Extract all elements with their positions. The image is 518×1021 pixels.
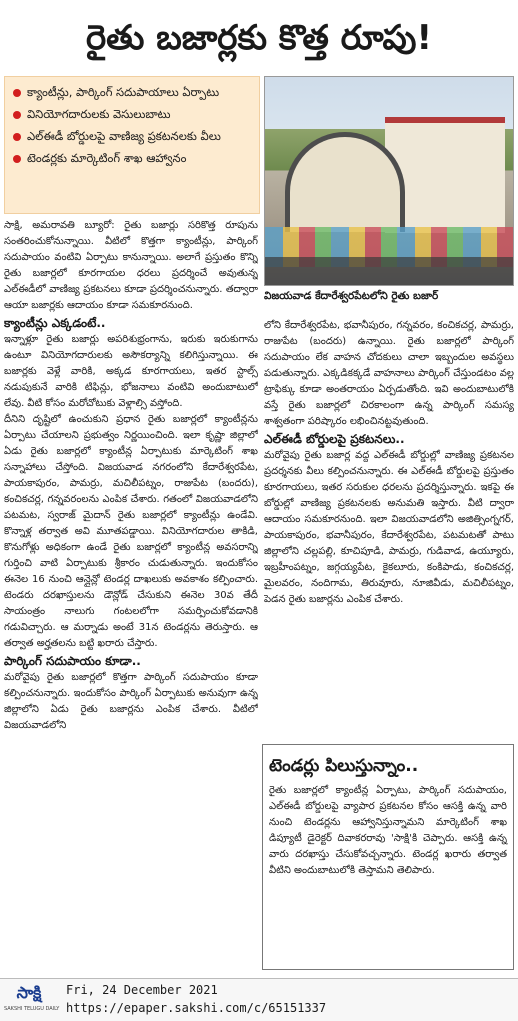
headline: రైతు బజార్లకు కొత్త రూపు! <box>86 18 432 58</box>
footer <box>0 978 518 1021</box>
article-paragraph: లోని కేదారేశ్వరపేట, భవానీపురం, గన్నవరం, కంచికచర్ల, పామర్రు, రాజుపేట (బందరు) ఉన్నాయి. రైతు బజార్లలో పార్కింగ్ సదుపాయం లేక వాహన చోదకులు చాలా ఇబ్బందుల అవస్థలు పడుతున్నారు. ఎక్కడికక్కడే వాహనాలు పార్కింగ్ చేస్తుండటం వల్ల ట్రాఫిక్కు కూడా అంతరాయం ఏర్పడుతోంది. ఇవి అందుబాటులోకి వస్తే రైతు బజార్లలో చిరకాలంగా ఉన్న పార్కింగ్ సమస్య శాశ్వతంగా పరిష్కారం లభించినట్టవుతుంది. <box>264 320 514 427</box>
highlight-item <box>13 149 255 167</box>
article-right-column <box>264 318 514 738</box>
highlights-box <box>4 76 260 214</box>
highlight-text: క్యాంటీన్లు, పార్కింగ్ సదుపాయాలు ఏర్పాటు <box>27 85 220 99</box>
article-paragraph: మరోవైపు రైతు బజార్లలో కొత్తగా పార్కింగ్ సదుపాయం కూడా కల్పించనున్నారు. ఇందుకోసం పార్కింగ్ ఏర్పాటుకు అనువుగా ఉన్న జిల్లాలోని ఏడు రైతు బజార్లను ఎంపిక చేశారు. వీటిలో విజయవాడలోని <box>4 672 258 731</box>
article-paragraph: దీనిని దృష్టిలో ఉంచుకుని ప్రధాన రైతు బజార్లలో క్యాంటీన్లను ఏర్పాటు చేయాలని ప్రభుత్వం నిర్ణయించింది. ఇలా కృష్ణా జిల్లాలో ఏడు రైతు బజార్లలో క్యాంటీన్ల ఏర్పాటుకు మార్కెటింగ్ శాఖ సన్నాహాలు చేస్తోంది. విజయవాడ నగరంలోని కేదారేశ్వరపేట, పాయకాపురం, పామర్రు, మచిలీపట్నం, రాజుపేట (బందరు), కంచికచర్ల, గన్నవరంలను ఎంపిక చేశారు. గతంలో విజయవాడలోని పటమట, స్వరాజ్ మైదాన్ రైతు బజార్లలో క్యాంటీన్లు ఉండేవి. కొన్నాళ్ల తర్వాత అవి మూతపడ్డాయి. వినియోగదారుల తాకిడి, కొనుగోళ్లు అధికంగా ఉండే రైతు బజార్లలో క్యాంటీన్ల అవసరాన్ని గుర్తించి వాటి ఏర్పాటుకు శ్రీకారం చుడుతున్నారు. ఇందుకోసం ఈనెల 16 నుంచి ఆన్లైన్లో టెండర్ల దాఖలుకు అవకాశం కల్పించారు. టెండరు దరఖాస్తులను డౌన్లోడ్ చేసుకుని ఈనెల 30వ తేదీ సాయంత్రం నాలుగు గంటలలోగా సమర్పించుకోవడానికి గడువిచ్చారు. ఆ మర్నాడు అంటే 31న టెండర్లను తెరుస్తారు. ఆ తర్వాత అర్హతలను బట్టి ఖరారు చేస్తారు. <box>4 414 258 649</box>
bullet-dot-icon <box>13 111 21 119</box>
article-paragraph: మరోవైపు రైతు బజార్ల వద్ద ఎల్ఈడీ బోర్డుల్లో వాణిజ్య ప్రకటనల ప్రదర్శనకు వీలు కల్పించనున్నారు. ఈ ఎల్ఈడీ బోర్డులపై ప్రస్తుతం కూరగాయలు, ఇతర సరుకుల ధరలను ప్రదర్శిస్తున్నారు. ఇకపై ఈ బోర్డుల్లో వాణిజ్య ప్రకటనలకు అనుమతి ఇస్తారు. వీటి ద్వారా ఆదాయం సమకూరనుంది. ఇలా విజయవాడలోని అజిత్సింగ్నగర్, పాయకాపురం, భవానీపురం, కేదారేశ్వరపేట, పటమటతో పాటు జిల్లాలోని చల్లపల్లి, కూచిపూడి, పామర్రు, గుడివాడ, ఉయ్యూరు, ఇబ్రహీంపట్నం, జగ్గయ్యపేట, కైకలూరు, కంకిపాడు, కంచికచర్ల, మైలవరం, నందిగామ, తిరువూరు, నూజివీడు, మచిలీపట్నం, పెడన రైతు బజార్లను ఎంపిక చేశారు. <box>264 450 514 605</box>
article-left-column <box>4 218 258 974</box>
photo-caption: విజయవాడ కేదారేశ్వరపేటలోని రైతు బజార్ <box>264 290 439 302</box>
sakshi-logo <box>4 981 60 1017</box>
highlight-item <box>13 127 255 145</box>
news-photo <box>264 76 514 286</box>
tender-box-title: టెండర్లు పిలుస్తున్నాం.. <box>269 756 419 776</box>
logo-mark: సాక్షి <box>16 983 42 1002</box>
highlight-text: టెండర్లకు మార్కెటింగ్ శాఖ ఆహ్వానం <box>27 151 187 165</box>
bullet-dot-icon <box>13 133 21 141</box>
tender-box <box>262 744 514 970</box>
edition-date: Fri, 24 December 2021 <box>66 983 218 997</box>
highlight-text: వినియోగదారులకు వెసులుబాటు <box>27 107 171 121</box>
bullet-dot-icon <box>13 155 21 163</box>
highlight-text: ఎల్ఈడీ బోర్డులపై వాణిజ్య ప్రకటనలకు వీలు <box>27 129 221 143</box>
photo-vehicles <box>265 257 514 286</box>
subheading-canteens: క్యాంటీన్లు ఎక్కడంటే.. <box>4 316 106 330</box>
tender-box-text: రైతు బజార్లలో క్యాంటీన్ల ఏర్పాటు, పార్కింగ్ సదుపాయం, ఎల్ఈడీ బోర్డులపై వ్యాపార ప్రకటనల కోసం ఆసక్తి ఉన్న వారి నుంచి టెండర్లను ఆహ్వానిస్తున్నామని మార్కెటింగ్ శాఖ డిప్యూటీ డైరెక్టర్ దివాకరరావు 'సాక్షి'కి చెప్పారు. ఆసక్తి ఉన్న వారు దరఖాస్తు చేసుకోవచ్చన్నారు. టెండర్ల ఖరారు తర్వాత వీటిని అందుబాటులోకి తెస్తామని తెలిపారు. <box>269 785 507 876</box>
article-paragraph: ఇన్నాళ్లూ రైతు బజార్లు అపరిశుభ్రంగాను, ఇరుకు ఇరుకుగాను ఉంటూ వినియోగదారులకు అసౌకర్యాన్ని కలిగిస్తున్నాయి. ఈ బజార్లకు వెళ్లే వారికి, అక్కడ కూరగాయలు, ఇతర స్టాల్స్ నడుపుకునే వారికి టిఫిన్లు, భోజనాలు వంటివి అందుబాటులో లేవు. వీటి కోసం మరోచోటుకు వెళ్లాల్సి వస్తోంది. <box>4 334 258 409</box>
highlight-item <box>13 83 255 101</box>
logo-subtext: SAKSHI TELUGU DAILY <box>4 1006 60 1012</box>
epaper-link[interactable]: https://epaper.sakshi.com/c/65151337 <box>66 1001 327 1015</box>
subheading-parking: పార్కింగ్ సదుపాయం కూడా.. <box>4 654 141 668</box>
highlight-item <box>13 105 255 123</box>
article-intro: సాక్షి, అమరావతి బ్యూరో: రైతు బజార్లు సరికొత్త రూపును సంతరించుకోనున్నాయి. వీటిలో కొత్తగా క్యాంటీన్లు, పార్కింగ్ సదుపాయం వంటివి ఏర్పాటు కానున్నాయి. అలాగే ప్రస్తుతం కొన్ని రైతు బజార్లలో కూరగాయల ధరలు ప్రదర్శించే అవుతున్న ఎల్ఈడీలో వాణిజ్య ప్రకటనలు కూడా ప్రదర్శించనున్నారు. తద్వారా ఆయా బజార్లకు ఆదాయం కూడా సమకూరనుంది. <box>4 220 258 311</box>
bullet-dot-icon <box>13 89 21 97</box>
subheading-led-boards: ఎల్ఈడీ బోర్డులపై ప్రకటనలు.. <box>264 432 405 446</box>
